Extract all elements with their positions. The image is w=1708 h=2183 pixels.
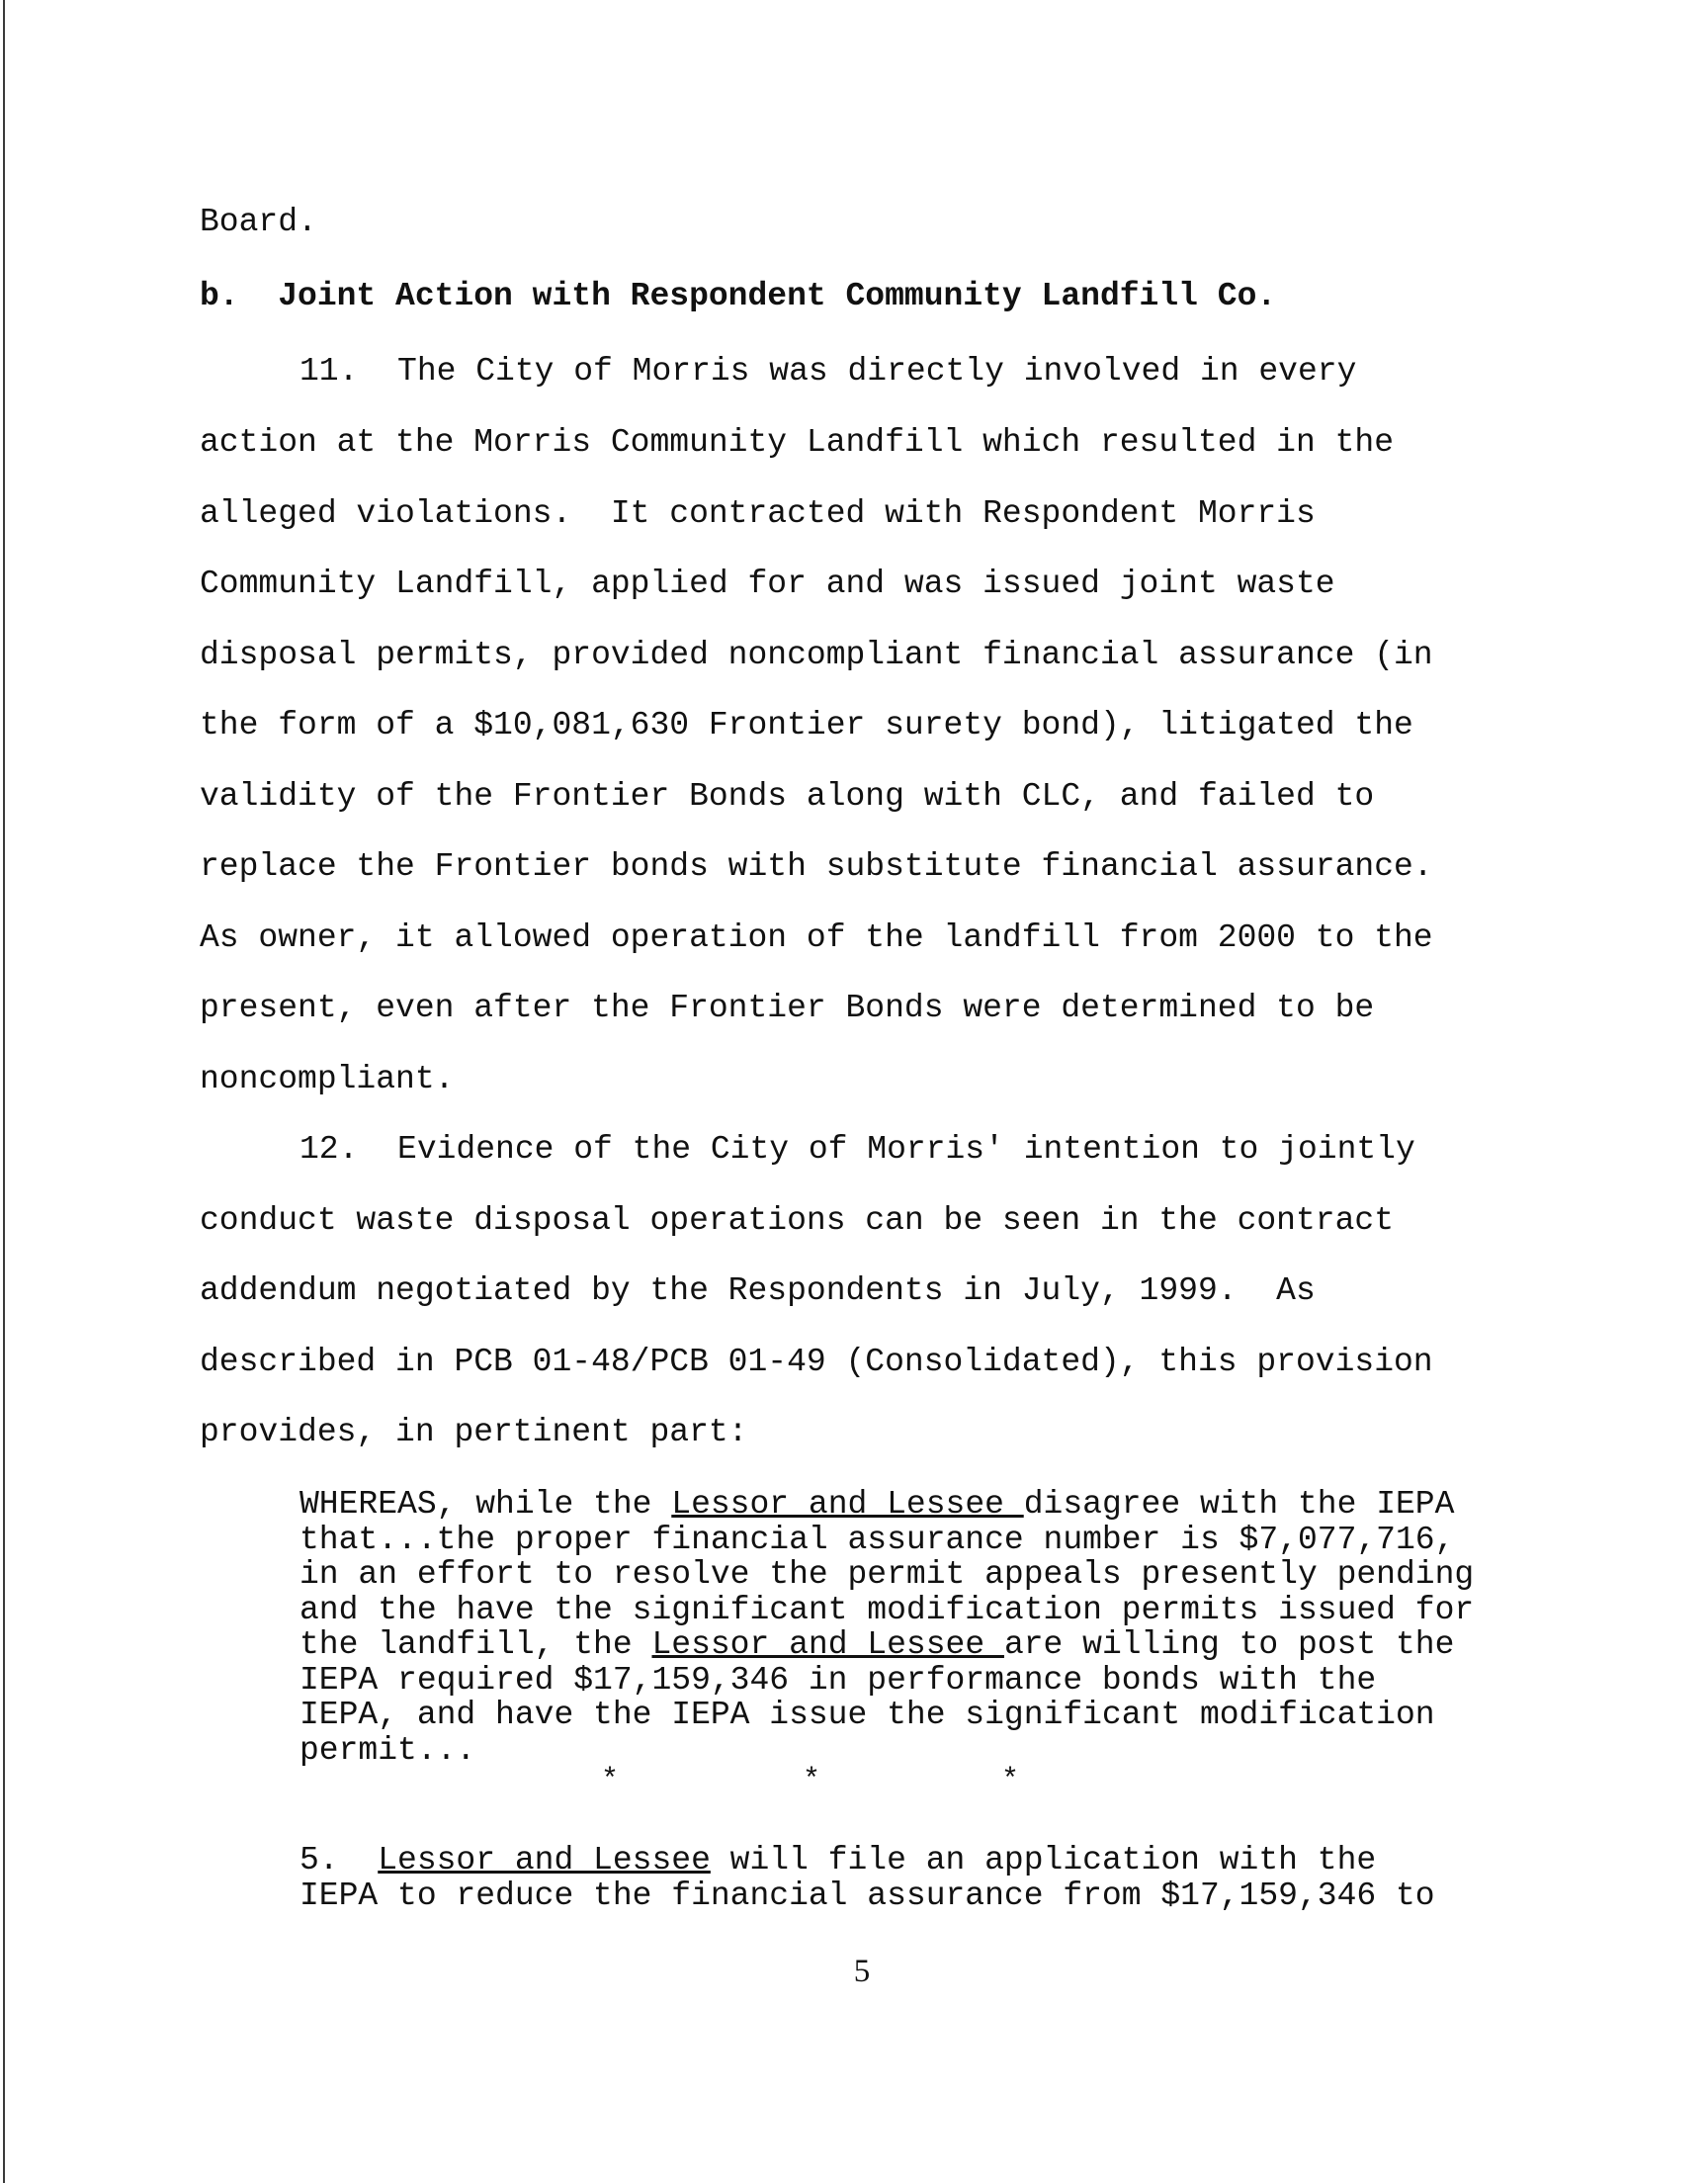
paragraph-12-line: conduct waste disposal operations can be seen in the contract xyxy=(200,1202,1394,1239)
block-quote-line: IEPA required $17,159,346 in performance bonds with the xyxy=(299,1662,1377,1699)
paragraph-11-line: noncompliant. xyxy=(200,1061,455,1097)
block-quote-line xyxy=(299,1843,1376,1878)
block-quote-line xyxy=(299,1627,1454,1663)
section-heading: b. Joint Action with Respondent Community Landfill Co. xyxy=(200,278,1277,314)
paragraph-11-line: action at the Morris Community Landfill which resulted in the xyxy=(200,424,1394,461)
body-line: Board. xyxy=(200,204,317,240)
block-quote-line: IEPA to reduce the financial assurance from $17,159,346 to xyxy=(299,1877,1435,1914)
ellipsis-stars xyxy=(200,1764,1524,1803)
quote-text: will file an application with the xyxy=(710,1842,1377,1878)
quote-text: disagree with the IEPA xyxy=(1023,1486,1455,1523)
paragraph-11-line: validity of the Frontier Bonds along with CLC, and failed to xyxy=(200,778,1375,815)
star-separator: * xyxy=(803,1764,821,1797)
block-quote-line: IEPA, and have the IEPA issue the significant modification xyxy=(299,1697,1435,1733)
page-number: 5 xyxy=(853,1954,871,1989)
quote-text: are willing to post the xyxy=(1003,1626,1455,1663)
paragraph-12-line: described in PCB 01-48/PCB 01-49 (Consolidated), this provision xyxy=(200,1344,1433,1380)
scan-left-edge xyxy=(3,0,5,2183)
paragraph-12-line: provides, in pertinent part: xyxy=(200,1414,748,1450)
paragraph-11-line: As owner, it allowed operation of the landfill from 2000 to the xyxy=(200,919,1433,956)
paragraph-11-line: disposal permits, provided noncompliant financial assurance (in xyxy=(200,637,1433,673)
block-quote-line: permit... xyxy=(299,1732,476,1769)
quote-text: WHEREAS, while the xyxy=(299,1486,672,1523)
star-separator: * xyxy=(1001,1764,1020,1797)
quote-underlined-term: Lessor and Lessee xyxy=(671,1486,1024,1523)
paragraph-11-line: the form of a $10,081,630 Frontier surety bond), litigated the xyxy=(200,707,1413,743)
paragraph-12-line: addendum negotiated by the Respondents in July, 1999. As xyxy=(200,1272,1316,1309)
quote-underlined-term: Lessor and Lessee xyxy=(651,1626,1004,1663)
block-quote-line: in an effort to resolve the permit appeals presently pending xyxy=(299,1556,1475,1593)
quote-text: the landfill, the xyxy=(299,1626,652,1663)
block-quote-line: and the have the significant modification permits issued for xyxy=(299,1592,1475,1628)
paragraph-11-line: alleged violations. It contracted with Respondent Morris xyxy=(200,495,1316,532)
star-separator: * xyxy=(601,1764,620,1797)
paragraph-12-line: 12. Evidence of the City of Morris' intention to jointly xyxy=(299,1131,1415,1168)
block-quote-line: that...the proper financial assurance number is $7,077,716, xyxy=(299,1522,1455,1558)
paragraph-11-line: present, even after the Frontier Bonds were determined to be xyxy=(200,990,1375,1026)
quote-text: 5. xyxy=(299,1842,379,1878)
paragraph-11-line: replace the Frontier bonds with substitute financial assurance. xyxy=(200,848,1433,885)
block-quote-line xyxy=(299,1487,1454,1523)
paragraph-11-line: Community Landfill, applied for and was issued joint waste xyxy=(200,566,1335,602)
paragraph-11-line: 11. The City of Morris was directly involved in every xyxy=(299,353,1357,390)
quote-underlined-term: Lessor and Lessee xyxy=(378,1842,711,1878)
